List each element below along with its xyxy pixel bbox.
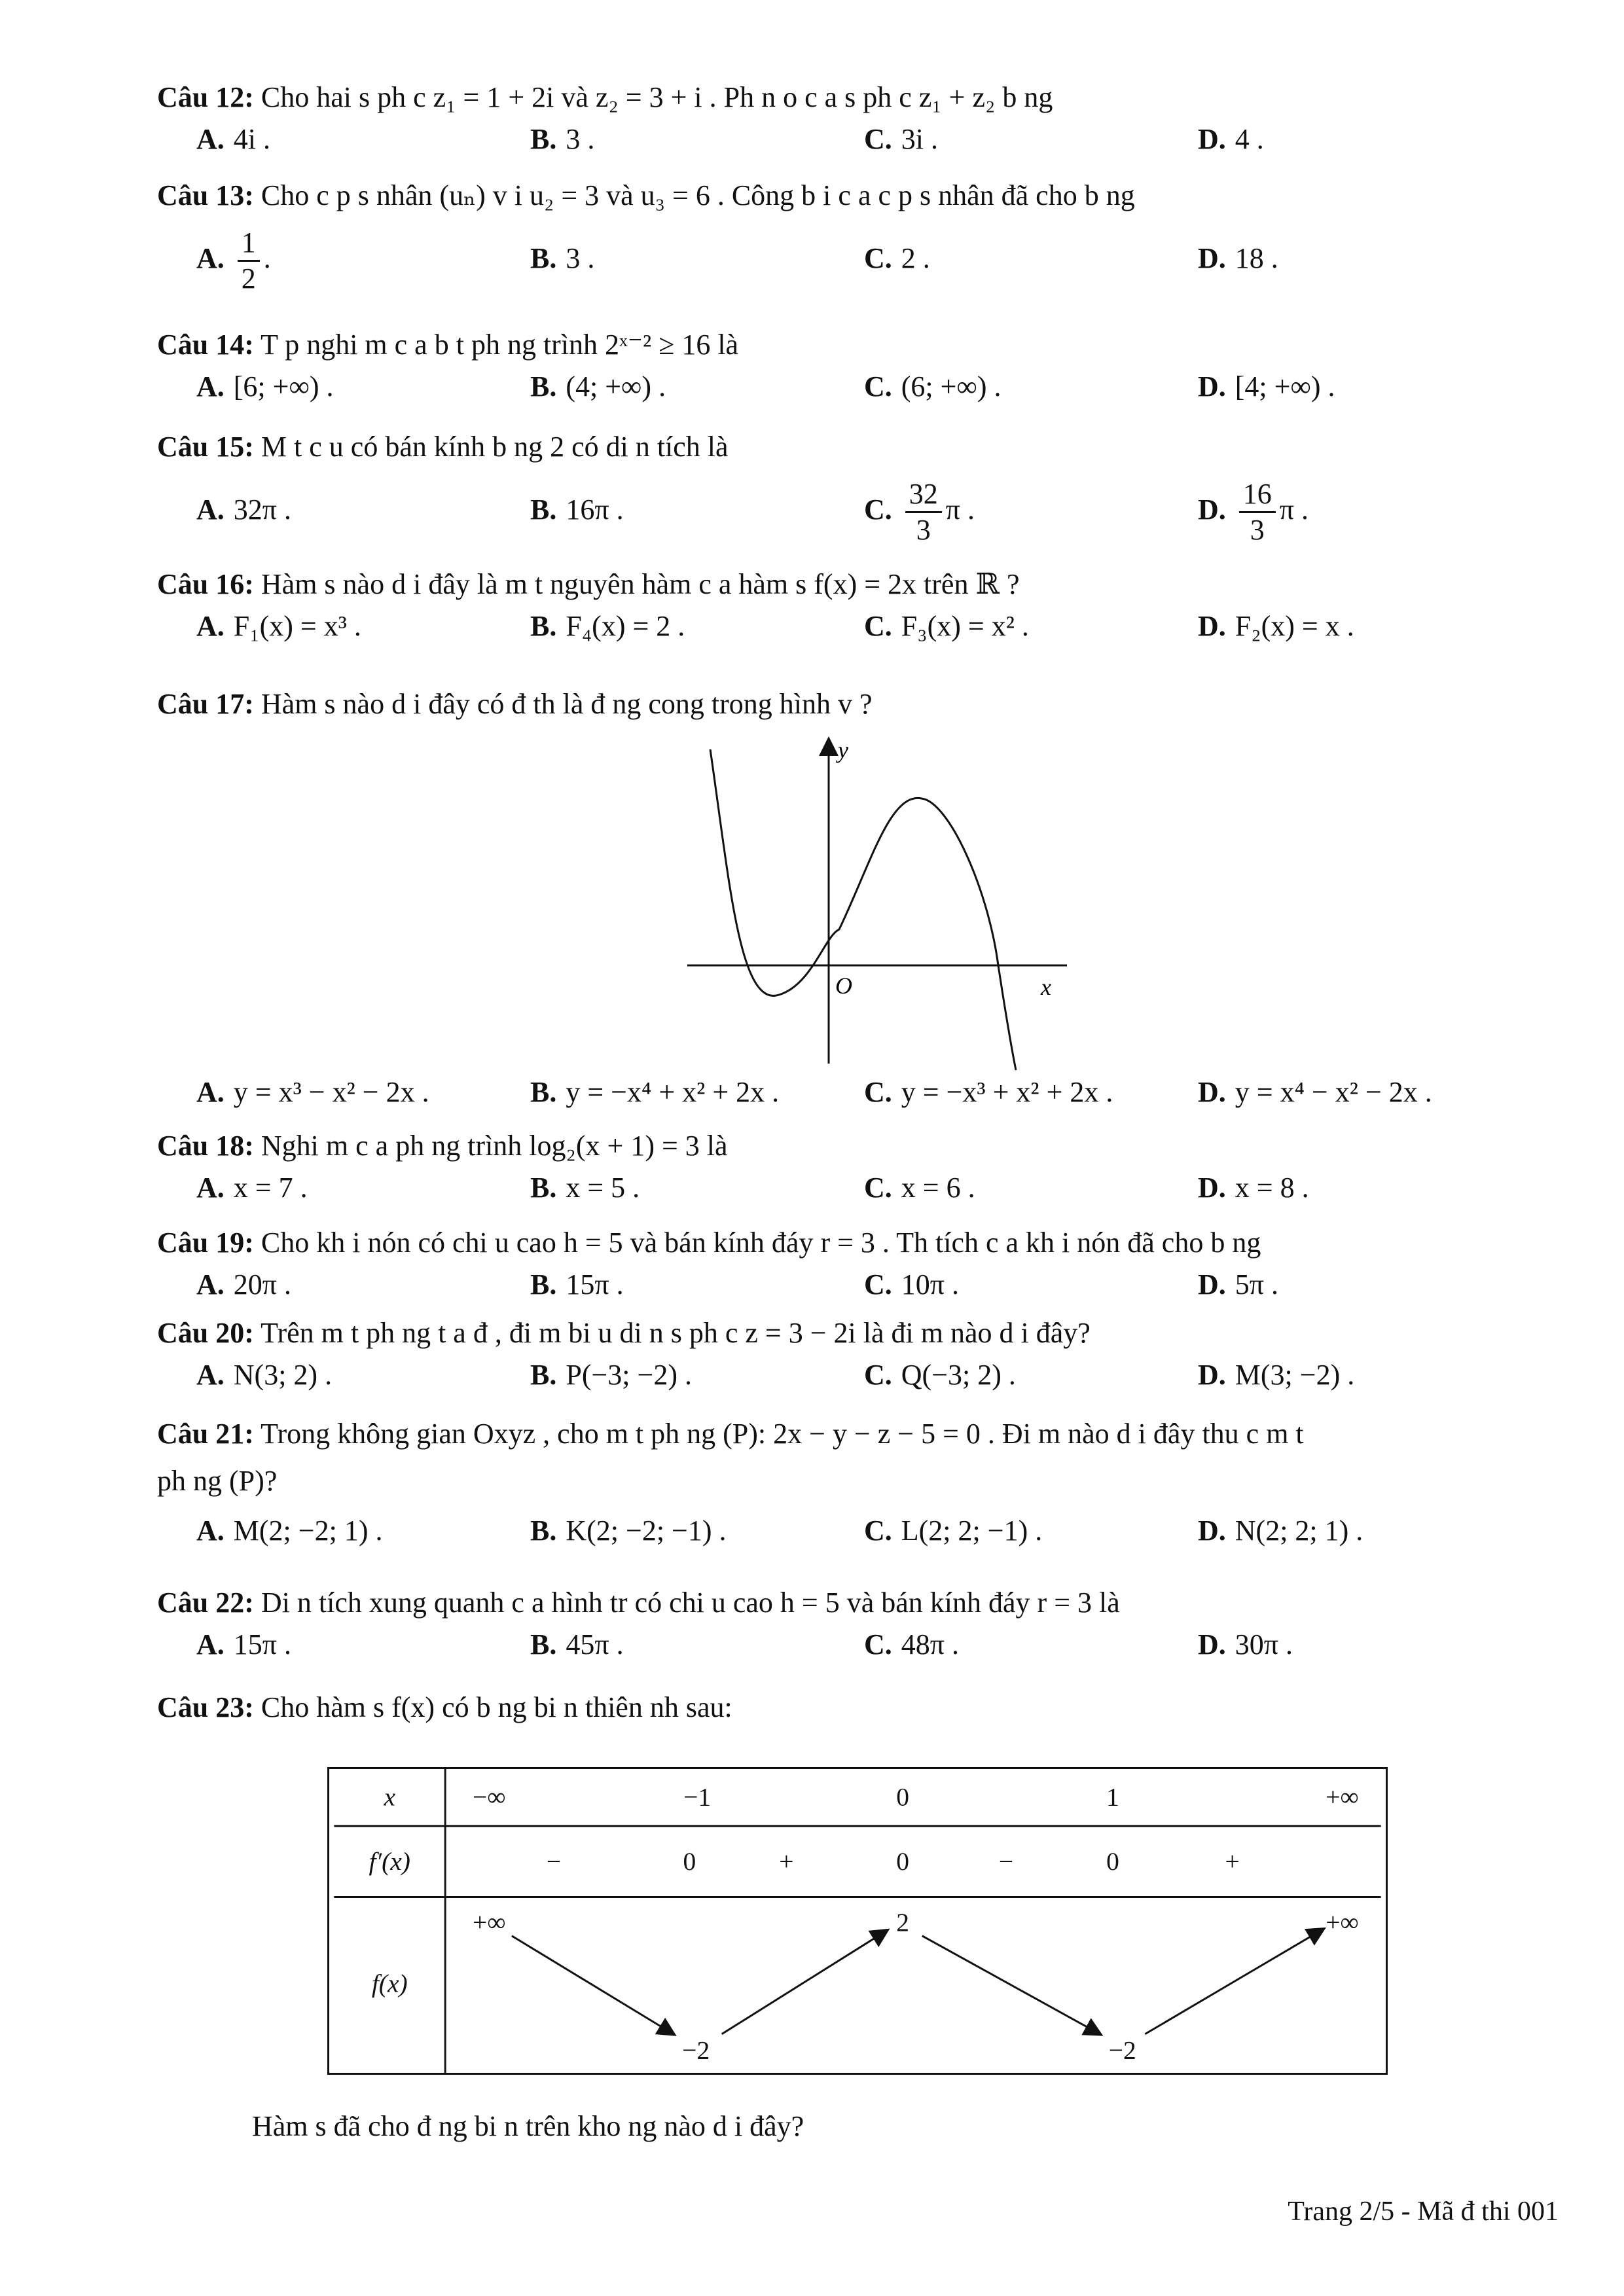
option-a[interactable]: A. x = 7 . (196, 1172, 308, 1204)
question-number: Câu 13: (157, 179, 254, 211)
x-value: −∞ (473, 1782, 506, 1812)
option-c[interactable]: C. L(2; 2; −1) . (864, 1515, 1043, 1547)
option-a[interactable]: A. N(3; 2) . (196, 1359, 333, 1391)
question-text: Cho kh i nón có chi u cao h = 5 và bán kính đáy r = 3 . Th tích c a kh i nón đã cho b ng (261, 1227, 1261, 1259)
option-a[interactable]: A. M(2; −2; 1) . (196, 1515, 383, 1547)
question-23 (157, 1687, 1564, 1728)
question-number: Câu 15: (157, 431, 254, 463)
option-d[interactable]: D. 5π . (1198, 1268, 1278, 1300)
option-b[interactable]: B. 16π . (530, 493, 624, 526)
arrow-up (1145, 1929, 1322, 2034)
question-13 (157, 175, 1564, 301)
question-17 (157, 684, 1564, 725)
f-value: −2 (1108, 2036, 1136, 2065)
option-b[interactable]: B. K(2; −2; −1) . (530, 1515, 727, 1547)
sign: + (779, 1847, 794, 1876)
question-text: Cho c p s nhân (uₙ) v i u₂ = 3 và u₃ = 6 . Công b i c a c p s nhân đã cho b ng (261, 179, 1135, 211)
cubic-graph (674, 733, 1080, 1073)
option-b[interactable]: B. x = 5 . (530, 1172, 640, 1204)
option-c[interactable]: C. (6; +∞) . (864, 370, 1001, 403)
arrow-up (722, 1931, 887, 2034)
option-a[interactable]: A. $\frac{1}{2}$ . (196, 226, 271, 295)
option-a[interactable]: A. 4i . (196, 123, 271, 155)
option-b[interactable]: B. P(−3; −2) . (530, 1359, 692, 1391)
option-a[interactable]: A. y = x³ − x² − 2x . (196, 1076, 429, 1108)
x-value: 0 (896, 1782, 909, 1812)
question-number: Câu 23: (157, 1691, 254, 1723)
question-text: Hàm s nào d i đây có đ th là đ ng cong trong hình v ? (261, 688, 873, 720)
f-value: −2 (682, 2036, 710, 2065)
option-d[interactable]: D. y = x⁴ − x² − 2x . (1198, 1076, 1432, 1108)
option-c[interactable]: C. y = −x³ + x² + 2x . (864, 1076, 1113, 1108)
arrow-down (512, 1936, 674, 2034)
x-value: 1 (1106, 1782, 1119, 1812)
option-c[interactable]: C. x = 6 . (864, 1172, 975, 1204)
option-a[interactable]: A. F₁(x) = x³ . (196, 610, 361, 642)
arrow-down (922, 1936, 1100, 2034)
question-23-prompt (252, 2106, 1624, 2147)
question-number: Câu 19: (157, 1227, 254, 1259)
question-22 (157, 1583, 1564, 1666)
question-text: Cho hàm s f(x) có b ng bi n thiên nh sau: (261, 1691, 732, 1723)
option-c[interactable]: C. $\frac{32}{3}$ π . (864, 478, 975, 547)
row-label-f: f(x) (371, 1969, 408, 1998)
question-text: Hàm s nào d i đây là m t nguyên hàm c a hàm s f(x) = 2x trên ℝ ? (261, 568, 1020, 600)
option-a[interactable]: A. [6; +∞) . (196, 370, 334, 403)
option-c[interactable]: C. 2 . (864, 242, 930, 274)
question-number: Câu 21: (157, 1418, 254, 1450)
option-c[interactable]: C. 3i . (864, 123, 939, 155)
question-text-cont: ph ng (P)? (157, 1465, 278, 1497)
sign: − (998, 1847, 1014, 1876)
option-b[interactable]: B. y = −x⁴ + x² + 2x . (530, 1076, 780, 1108)
option-d[interactable]: D. 18 . (1198, 242, 1278, 274)
origin-label: O (835, 973, 852, 999)
question-text: Trên m t ph ng t a đ , đi m bi u di n s ph c z = 3 − 2i là đi m nào d i đây? (261, 1317, 1091, 1349)
option-b[interactable]: B. F₄(x) = 2 . (530, 610, 685, 642)
question-text: Trong không gian Oxyz , cho m t ph ng (P): 2x − y − z − 5 = 0 . Đi m nào d i đây thu c m t (261, 1418, 1304, 1450)
variation-table (327, 1767, 1388, 2075)
question-text: Di n tích xung quanh c a hình tr có chi u cao h = 5 và bán kính đáy r = 3 là (261, 1587, 1120, 1619)
option-d[interactable]: D. M(3; −2) . (1198, 1359, 1355, 1391)
question-17-options (157, 1071, 1564, 1114)
option-b[interactable]: B. 3 . (530, 242, 595, 274)
question-14 (157, 325, 1564, 408)
question-number: Câu 17: (157, 688, 254, 720)
question-number: Câu 18: (157, 1130, 254, 1162)
question-number: Câu 20: (157, 1317, 254, 1349)
question-text: T p nghi m c a b t ph ng trình 2ˣ⁻² ≥ 16 là (261, 329, 739, 361)
option-d[interactable]: D. 30π . (1198, 1628, 1293, 1660)
question-text: M t c u có bán kính b ng 2 có di n tích là (261, 431, 729, 463)
question-21 (157, 1414, 1564, 1552)
option-d[interactable]: D. [4; +∞) . (1198, 370, 1335, 403)
option-c[interactable]: C. Q(−3; 2) . (864, 1359, 1016, 1391)
f-value: +∞ (1326, 1907, 1359, 1937)
sign: − (546, 1847, 562, 1876)
row-label-fprime: f′(x) (369, 1847, 410, 1876)
question-number: Câu 22: (157, 1587, 254, 1619)
sign: 0 (1106, 1847, 1119, 1876)
option-d[interactable]: D. F₂(x) = x . (1198, 610, 1354, 642)
option-a[interactable]: A. 32π . (196, 493, 291, 526)
question-number: Câu 16: (157, 568, 254, 600)
question-16 (157, 564, 1564, 648)
x-axis-label: x (1041, 974, 1051, 1000)
sign: + (1225, 1847, 1240, 1876)
x-value: +∞ (1326, 1782, 1359, 1812)
row-label-x: x (384, 1782, 396, 1812)
option-c[interactable]: C. 10π . (864, 1268, 959, 1300)
x-value: −1 (683, 1782, 712, 1812)
option-d[interactable]: D. $\frac{16}{3}$ π . (1198, 478, 1308, 547)
y-axis-label: y (838, 737, 848, 763)
f-value: +∞ (473, 1907, 506, 1937)
option-b[interactable]: B. 45π . (530, 1628, 624, 1660)
option-a[interactable]: A. 20π . (196, 1268, 291, 1300)
page-footer: Trang 2/5 - Mã đ thi 001 (1288, 2197, 1559, 2227)
option-c[interactable]: C. 48π . (864, 1628, 959, 1660)
question-19 (157, 1223, 1564, 1306)
question-number: Câu 14: (157, 329, 254, 361)
f-value: 2 (896, 1907, 909, 1937)
option-c[interactable]: C. F₃(x) = x² . (864, 610, 1029, 642)
question-text: Cho hai s ph c z₁ = 1 + 2i và z₂ = 3 + i . Ph n o c a s ph c z₁ + z₂ b ng (261, 81, 1053, 113)
question-20 (157, 1313, 1564, 1397)
option-b[interactable]: B. 3 . (530, 123, 595, 155)
curve (710, 749, 1016, 1070)
option-b[interactable]: B. (4; +∞) . (530, 370, 666, 403)
option-d[interactable]: D. x = 8 . (1198, 1172, 1309, 1204)
sign: 0 (896, 1847, 909, 1876)
question-15 (157, 427, 1564, 552)
question-text: Hàm s đã cho đ ng bi n trên kho ng nào d i đây? (252, 2110, 804, 2142)
option-d[interactable]: D. 4 . (1198, 123, 1264, 155)
sign: 0 (683, 1847, 696, 1876)
option-b[interactable]: B. 15π . (530, 1268, 624, 1300)
question-18 (157, 1126, 1564, 1210)
option-a[interactable]: A. 15π . (196, 1628, 291, 1660)
question-number: Câu 12: (157, 81, 254, 113)
question-12 (157, 77, 1564, 161)
question-text: Nghi m c a ph ng trình log₂(x + 1) = 3 là (261, 1130, 728, 1162)
option-d[interactable]: D. N(2; 2; 1) . (1198, 1515, 1363, 1547)
